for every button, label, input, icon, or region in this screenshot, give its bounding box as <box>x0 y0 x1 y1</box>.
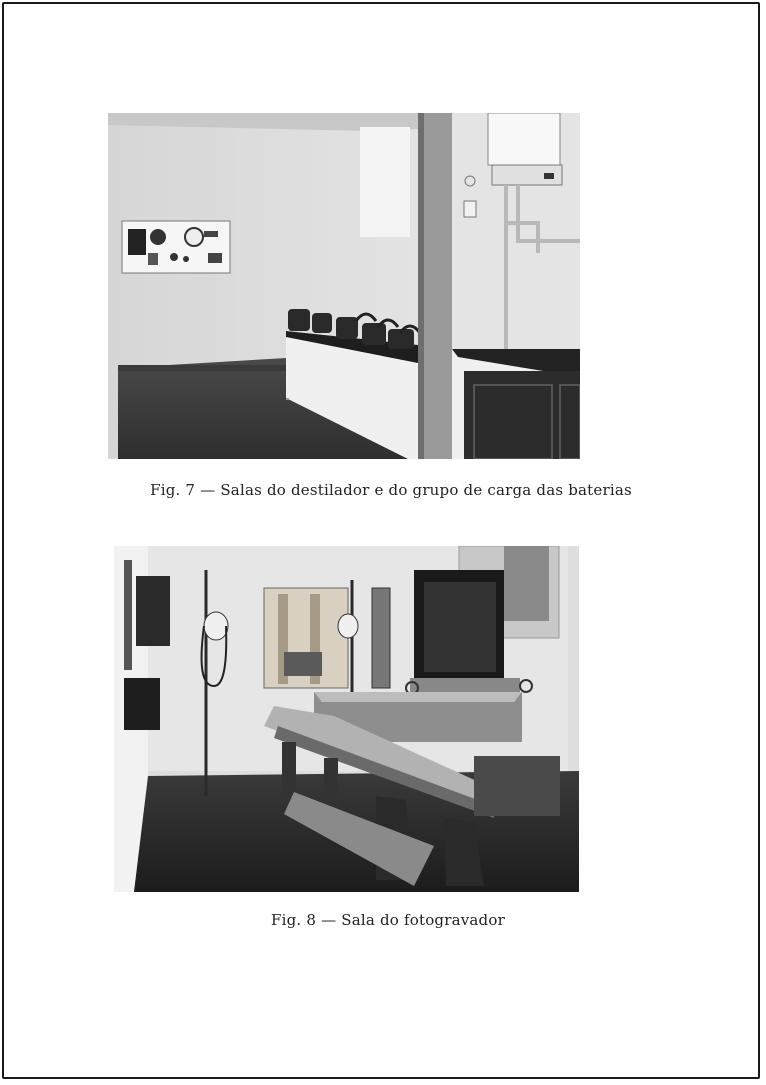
figure-7-photo <box>108 113 580 459</box>
figure-8-caption <box>0 911 766 929</box>
figure-7-dash: — <box>195 481 221 499</box>
figure-8-caption-text: Sala do fotogravador <box>341 911 505 929</box>
battery-room-photo-icon <box>108 113 580 459</box>
figure-8-dash: — <box>316 911 342 929</box>
figure-7-caption-text: Salas do destilador e do grupo de carga das baterias <box>220 481 632 499</box>
figure-7-caption <box>0 481 766 499</box>
figure-7-number: Fig. 7 <box>150 481 196 499</box>
figure-8-photo <box>114 546 579 892</box>
photoengraving-room-photo-icon <box>114 546 579 892</box>
figure-8-number: Fig. 8 <box>271 911 317 929</box>
